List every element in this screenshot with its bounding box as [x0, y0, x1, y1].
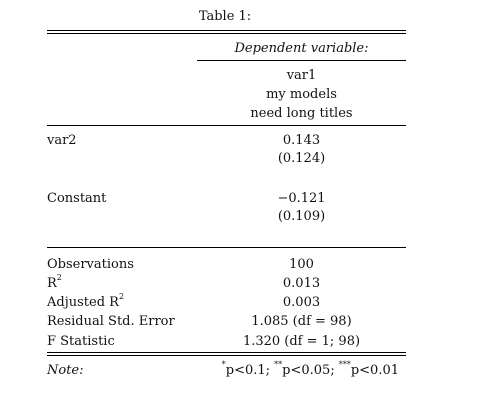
- stat-value-adjusted-r2: 0.003: [282, 295, 321, 310]
- stat-label-f-statistic: F Statistic: [47, 334, 115, 349]
- dependent-variable-label: Dependent variable:: [234, 41, 369, 56]
- bottom-rule-second: [47, 355, 406, 356]
- table-title: Table 1:: [198, 9, 252, 24]
- coef-stderr-var2: (0.124): [277, 151, 326, 166]
- note-star-3: ***: [338, 359, 351, 369]
- stat-label-adjusted-r2: [47, 291, 125, 312]
- coef-name-var2: var2: [47, 133, 77, 148]
- stat-value-f-statistic: 1.320 (df = 1; 98): [242, 334, 361, 349]
- model-header-line-1: var1: [286, 68, 317, 83]
- note-text-2: p<0.05;: [282, 363, 339, 378]
- top-rule: [47, 30, 406, 31]
- stat-value-r2: 0.013: [282, 276, 321, 291]
- coef-estimate-constant: −0.121: [277, 191, 326, 206]
- coef-estimate-var2: 0.143: [282, 133, 321, 148]
- coef-name-constant: Constant: [47, 191, 107, 206]
- coef-stderr-constant: (0.109): [277, 209, 326, 224]
- stat-value-residual-std-error: 1.085 (df = 98): [251, 314, 352, 329]
- stat-label-residual-std-error: Residual Std. Error: [47, 314, 175, 329]
- stat-label-observations: Observations: [47, 257, 134, 272]
- significance-note: [221, 359, 399, 380]
- note-star-2: **: [274, 359, 283, 369]
- stat-value-observations: 100: [289, 257, 314, 272]
- stat-label-adjusted-r2-text: Adjusted R: [47, 295, 119, 310]
- stat-label-r2-text: R: [47, 276, 57, 291]
- stat-label-r2: [47, 272, 62, 293]
- bottom-rule: [47, 352, 406, 353]
- stats-rule: [47, 247, 406, 248]
- note-star-1: *: [221, 359, 226, 369]
- model-header-line-3: need long titles: [250, 106, 353, 121]
- stat-label-r2-sup: 2: [56, 272, 62, 282]
- top-rule-second: [47, 33, 406, 34]
- note-text-3: p<0.01: [350, 363, 399, 378]
- dependent-variable-rule: [197, 60, 406, 61]
- stat-label-adjusted-r2-sup: 2: [118, 291, 125, 301]
- note-text-1: p<0.1;: [225, 363, 275, 378]
- model-header-line-2: my models: [266, 87, 337, 102]
- header-rule: [47, 125, 406, 126]
- note-label: Note:: [47, 363, 84, 378]
